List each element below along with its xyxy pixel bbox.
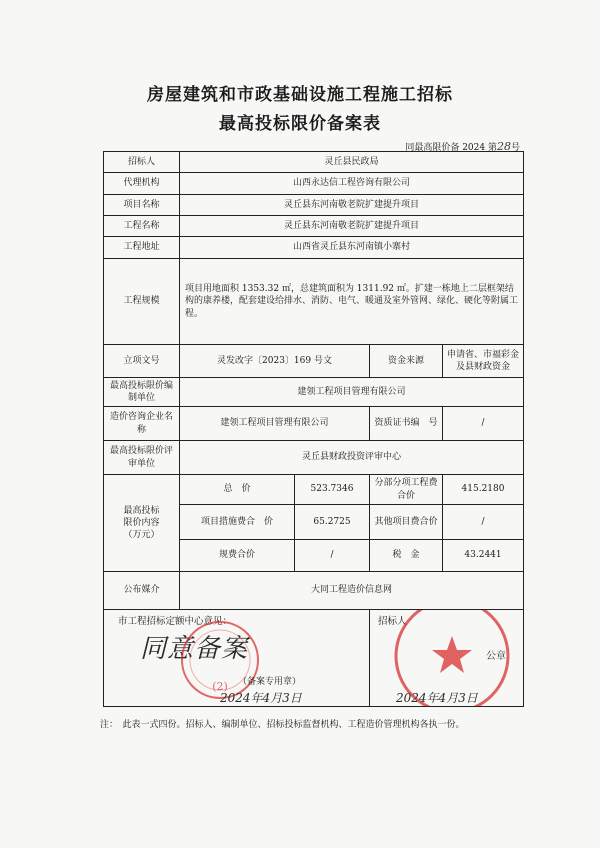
total-price-label: 总 价: [180, 475, 295, 505]
agency-label: 代理机构: [104, 173, 180, 195]
other-cost-label: 其他项目费合价: [370, 505, 443, 540]
reviewer-label: 最高投标限价评审单位: [104, 441, 180, 475]
consultant-label: 造价咨询企业名称: [104, 407, 180, 441]
table-row: [104, 475, 524, 505]
construction-name-value: 灵丘县东河南敬老院扩建提升项目: [180, 216, 524, 237]
consultant-value: 建领工程项目管理有限公司: [180, 407, 370, 441]
compiler-value: 建领工程项目管理有限公司: [180, 378, 524, 407]
quota-center-opinion-cell: [104, 610, 370, 707]
compiler-label: 最高投标限价编制单位: [104, 378, 180, 407]
price-label-line1: 最高投标: [123, 505, 160, 516]
tenderer-seal-cell: [370, 610, 524, 707]
table-row: [104, 441, 524, 475]
cert-label: 资质证书编 号: [370, 407, 443, 441]
table-row: [104, 345, 524, 378]
table-row: [104, 259, 524, 345]
table-row: [104, 378, 524, 407]
tax-value: 43.2441: [443, 540, 524, 572]
agency-value: 山西永达信工程咨询有限公司: [180, 173, 524, 195]
fund-source-value: 申请省、市福彩金及县财政资金: [443, 345, 524, 378]
record-number-value: 28: [496, 140, 511, 153]
left-sign-date: 2024年4月3日: [220, 691, 302, 705]
table-row: [104, 572, 524, 610]
site-value: 山西省灵丘县东河南镇小寨村: [180, 237, 524, 259]
approval-label: 立项文号: [104, 345, 180, 378]
project-name-label: 项目名称: [104, 195, 180, 216]
table-row: [104, 216, 524, 237]
project-name-value: 灵丘县东河南敬老院扩建提升项目: [180, 195, 524, 216]
table-row: [104, 195, 524, 216]
price-label-line3: （万元）: [123, 530, 160, 541]
approval-value: 灵发改字〔2023〕169 号文: [180, 345, 370, 378]
construction-name-label: 工程名称: [104, 216, 180, 237]
table-row: [104, 152, 524, 173]
price-label-line2: 限价内容: [123, 517, 160, 528]
tenderer-value: 灵丘县民政局: [180, 152, 524, 173]
record-number-suffix: 号: [510, 143, 520, 153]
table-row: [104, 237, 524, 259]
tenderer-label: 招标人: [104, 152, 180, 173]
subitem-cost-label: 分部分项工程费合价: [370, 475, 443, 505]
table-row: [104, 407, 524, 441]
document-title-line1: 房屋建筑和市政基础设施工程施工招标: [147, 85, 453, 105]
tenderer-seal-word: 公章: [486, 651, 506, 662]
subitem-cost-value: 415.2180: [443, 475, 524, 505]
tenderer-seal-label: 招标人: [378, 616, 407, 627]
scale-label: 工程规模: [104, 259, 180, 345]
media-label: 公布媒介: [104, 572, 180, 610]
price-label: [104, 475, 180, 572]
measures-cost-value: 65.2725: [295, 505, 370, 540]
table-row: [104, 173, 524, 195]
site-label: 工程地址: [104, 237, 180, 259]
fund-source-label: 资金来源: [370, 345, 443, 378]
fees-label: 规费合价: [180, 540, 295, 572]
tax-label: 税 金: [370, 540, 443, 572]
cert-value: /: [443, 407, 524, 441]
right-sign-date: 2024年4月3日: [396, 691, 478, 705]
document-title-line2: 最高投标限价备案表: [219, 114, 381, 134]
record-table: [103, 151, 523, 711]
filing-seal-note: （备案专用章）: [238, 677, 302, 687]
media-value: 大同工程造价信息网: [180, 572, 524, 610]
record-number-prefix: 同最高限价备 2024 第: [405, 143, 497, 153]
svg-text:(2): (2): [212, 680, 228, 693]
fees-value: /: [295, 540, 370, 572]
quota-center-opinion-label: 市工程招标定额中心意见：: [118, 616, 233, 627]
scale-value: 项目用地面积 1353.32 ㎡，总建筑面积为 1311.92 ㎡。扩建一栋地上二层框架结构的康养楼，配套建设给排水、消防、电气、暖通及室外管网、绿化、硬化等附属工程。: [180, 259, 524, 345]
reviewer-value: 灵丘县财政投资评审中心: [180, 441, 524, 475]
approval-handwriting: 同意备案: [140, 634, 249, 664]
footnote: 注： 此表一式四份。招标人、编制单位、招标投标监督机构、工程造价管理机构各执一份。: [100, 720, 465, 730]
other-cost-value: /: [443, 505, 524, 540]
table-row: [104, 610, 524, 707]
measures-cost-label: 项目措施费合 价: [180, 505, 295, 540]
total-price-value: 523.7346: [295, 475, 370, 505]
